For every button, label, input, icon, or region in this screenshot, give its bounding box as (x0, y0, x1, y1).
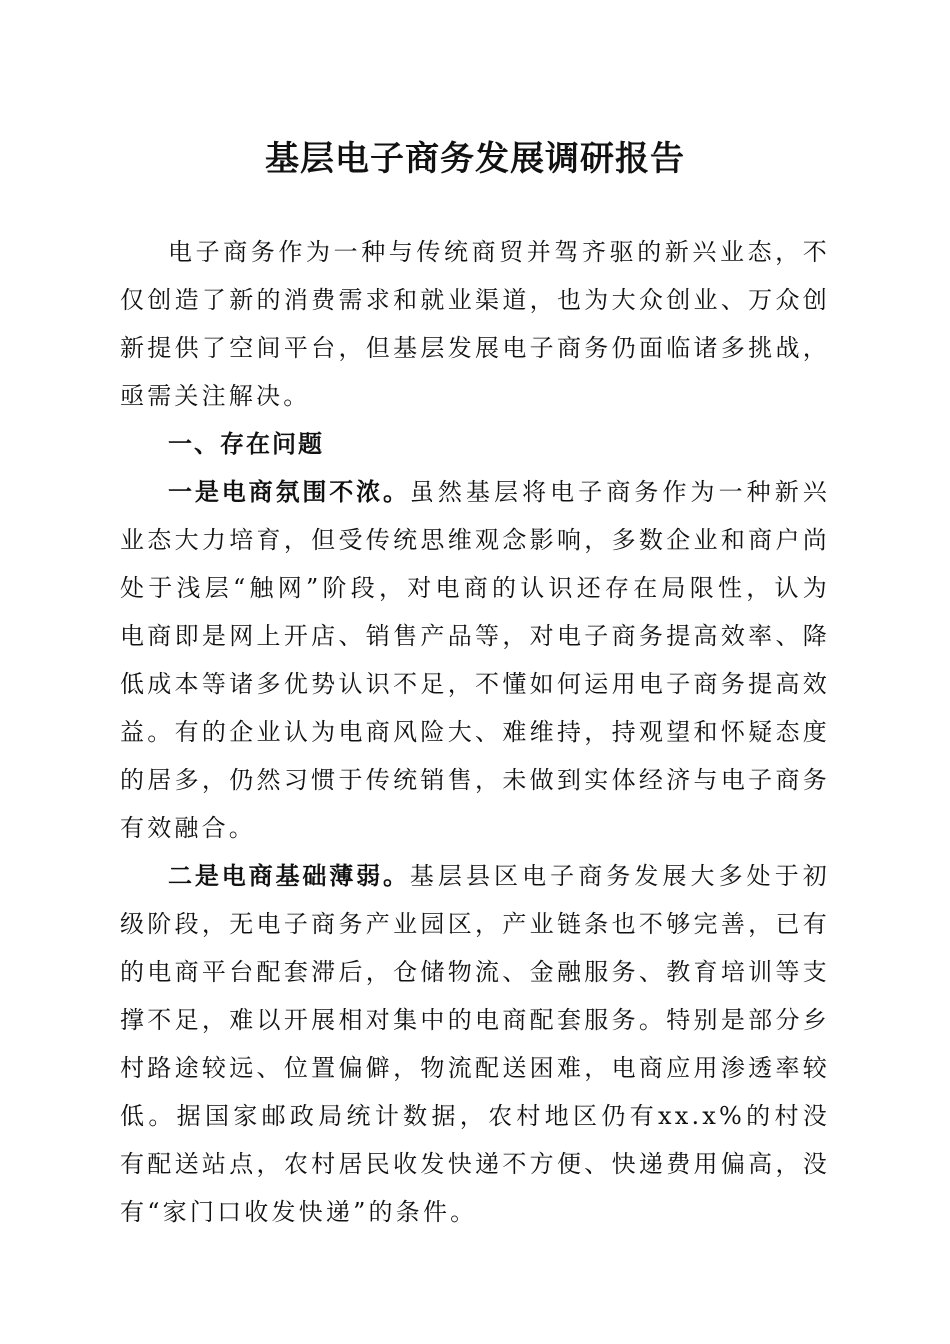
document-body (120, 228, 830, 1236)
problem-1-text: 虽然基层将电子商务作为一种新兴业态大力培育，但受传统思维观念影响，多数企业和商户尚处于浅层“触网”阶段，对电商的认识还存在局限性，认为电商即是网上开店、销售产品等，对电子商务提高效率、降低成本等诸多优势认识不足，不懂如何运用电子商务提高效益。有的企业认为电商风险大、难维持，持观望和怀疑态度的居多，仍然习惯于传统销售，未做到实体经济与电子商务有效融合。 (120, 478, 831, 842)
problem-2-lead: 二是电商基础薄弱。 (168, 862, 410, 890)
problem-1-lead: 一是电商氛围不浓。 (168, 478, 410, 506)
problem-2-text: 基层县区电子商务发展大多处于初级阶段，无电子商务产业园区，产业链条也不够完善，已有的电商平台配套滞后，仓储物流、金融服务、教育培训等支撑不足，难以开展相对集中的电商配套服务。特别是部分乡村路途较远、位置偏僻，物流配送困难，电商应用渗透率较低。据国家邮政局统计数据，农村地区仍有xx.x%的村没有配送站点，农村居民收发快递不方便、快递费用偏高，没有“家门口收发快递”的条件。 (120, 862, 831, 1226)
section-heading: 一、存在问题 (168, 430, 324, 458)
problem-paragraph-2 (120, 852, 830, 1236)
problem-paragraph-1 (120, 468, 830, 852)
intro-paragraph: 电子商务作为一种与传统商贸并驾齐驱的新兴业态，不仅创造了新的消费需求和就业渠道，也为大众创业、万众创新提供了空间平台，但基层发展电子商务仍面临诸多挑战，亟需关注解决。 (120, 238, 830, 410)
document-title: 基层电子商务发展调研报告 (265, 139, 685, 179)
